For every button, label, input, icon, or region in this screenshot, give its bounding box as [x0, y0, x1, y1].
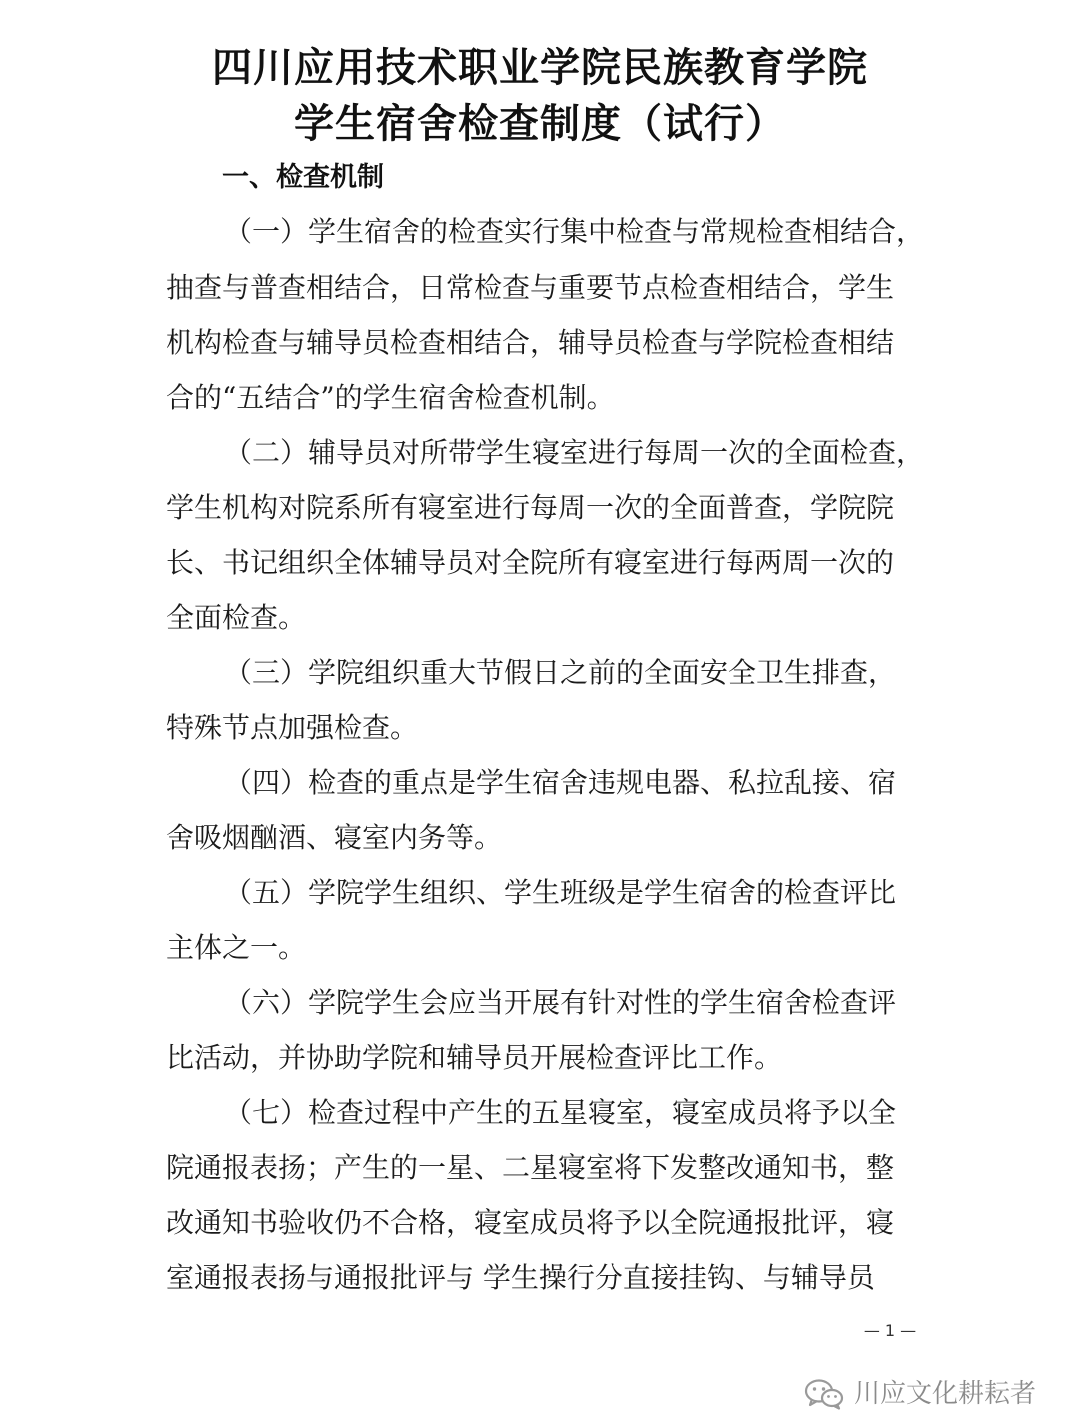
- watermark-account-name: 川应文化耕耘者: [854, 1379, 1037, 1409]
- paragraph-4-line-2: 舍吸烟酗酒、寝室内务等。: [166, 821, 503, 854]
- paragraph-1-line-2: 抽查与普查相结合，日常检查与重要节点检查相结合，学生: [166, 271, 895, 304]
- paragraph-7-line-2: 院通报表扬；产生的一星、二星寝室将下发整改通知书，整: [166, 1151, 895, 1184]
- paragraph-6-line-1: （六）学院学生会应当开展有针对性的学生宿舍检查评: [224, 986, 897, 1019]
- paragraph-3-line-1: （三）学院组织重大节假日之前的全面安全卫生排查，: [224, 656, 897, 689]
- paragraph-1-line-3: 机构检查与辅导员检查相结合，辅导员检查与学院检查相结: [166, 326, 895, 359]
- wechat-icon: [804, 1378, 844, 1410]
- wechat-watermark: [804, 1376, 1036, 1412]
- paragraph-2-line-1: （二）辅导员对所带学生寝室进行每周一次的全面检查，: [224, 436, 925, 469]
- section-heading-inspection-mechanism: 一、检查机制: [222, 162, 384, 193]
- paragraph-7-line-4: 室通报表扬与通报批评与 学生操行分直接挂钩、与辅导员: [166, 1261, 875, 1294]
- paragraph-2-line-4: 全面检查。: [166, 601, 307, 634]
- document-title-line-1: 四川应用技术职业学院民族教育学院: [212, 44, 868, 91]
- paragraph-2-line-2: 学生机构对院系所有寝室进行每周一次的全面普查，学院院: [166, 491, 895, 524]
- paragraph-5-line-1: （五）学院学生组织、学生班级是学生宿舍的检查评比: [224, 876, 897, 909]
- paragraph-7-line-1: （七）检查过程中产生的五星寝室，寝室成员将予以全: [224, 1096, 897, 1129]
- paragraph-6-line-2: 比活动，并协助学院和辅导员开展检查评比工作。: [166, 1041, 783, 1074]
- paragraph-2-line-3: 长、书记组织全体辅导员对全院所有寝室进行每两周一次的: [166, 546, 895, 579]
- page-number: — 1 —: [863, 1321, 917, 1340]
- paragraph-5-line-2: 主体之一。: [166, 931, 307, 964]
- paragraph-1-line-4: 合的“五结合”的学生宿舍检查机制。: [166, 381, 615, 414]
- paragraph-4-line-1: （四）检查的重点是学生宿舍违规电器、私拉乱接、宿: [224, 766, 897, 799]
- paragraph-3-line-2: 特殊节点加强检查。: [166, 711, 419, 744]
- paragraph-1-line-1: （一）学生宿舍的检查实行集中检查与常规检查相结合，: [224, 215, 925, 248]
- paragraph-7-line-3: 改通知书验收仍不合格，寝室成员将予以全院通报批评，寝: [166, 1206, 895, 1239]
- document-title-line-2: 学生宿舍检查制度（试行）: [294, 100, 786, 147]
